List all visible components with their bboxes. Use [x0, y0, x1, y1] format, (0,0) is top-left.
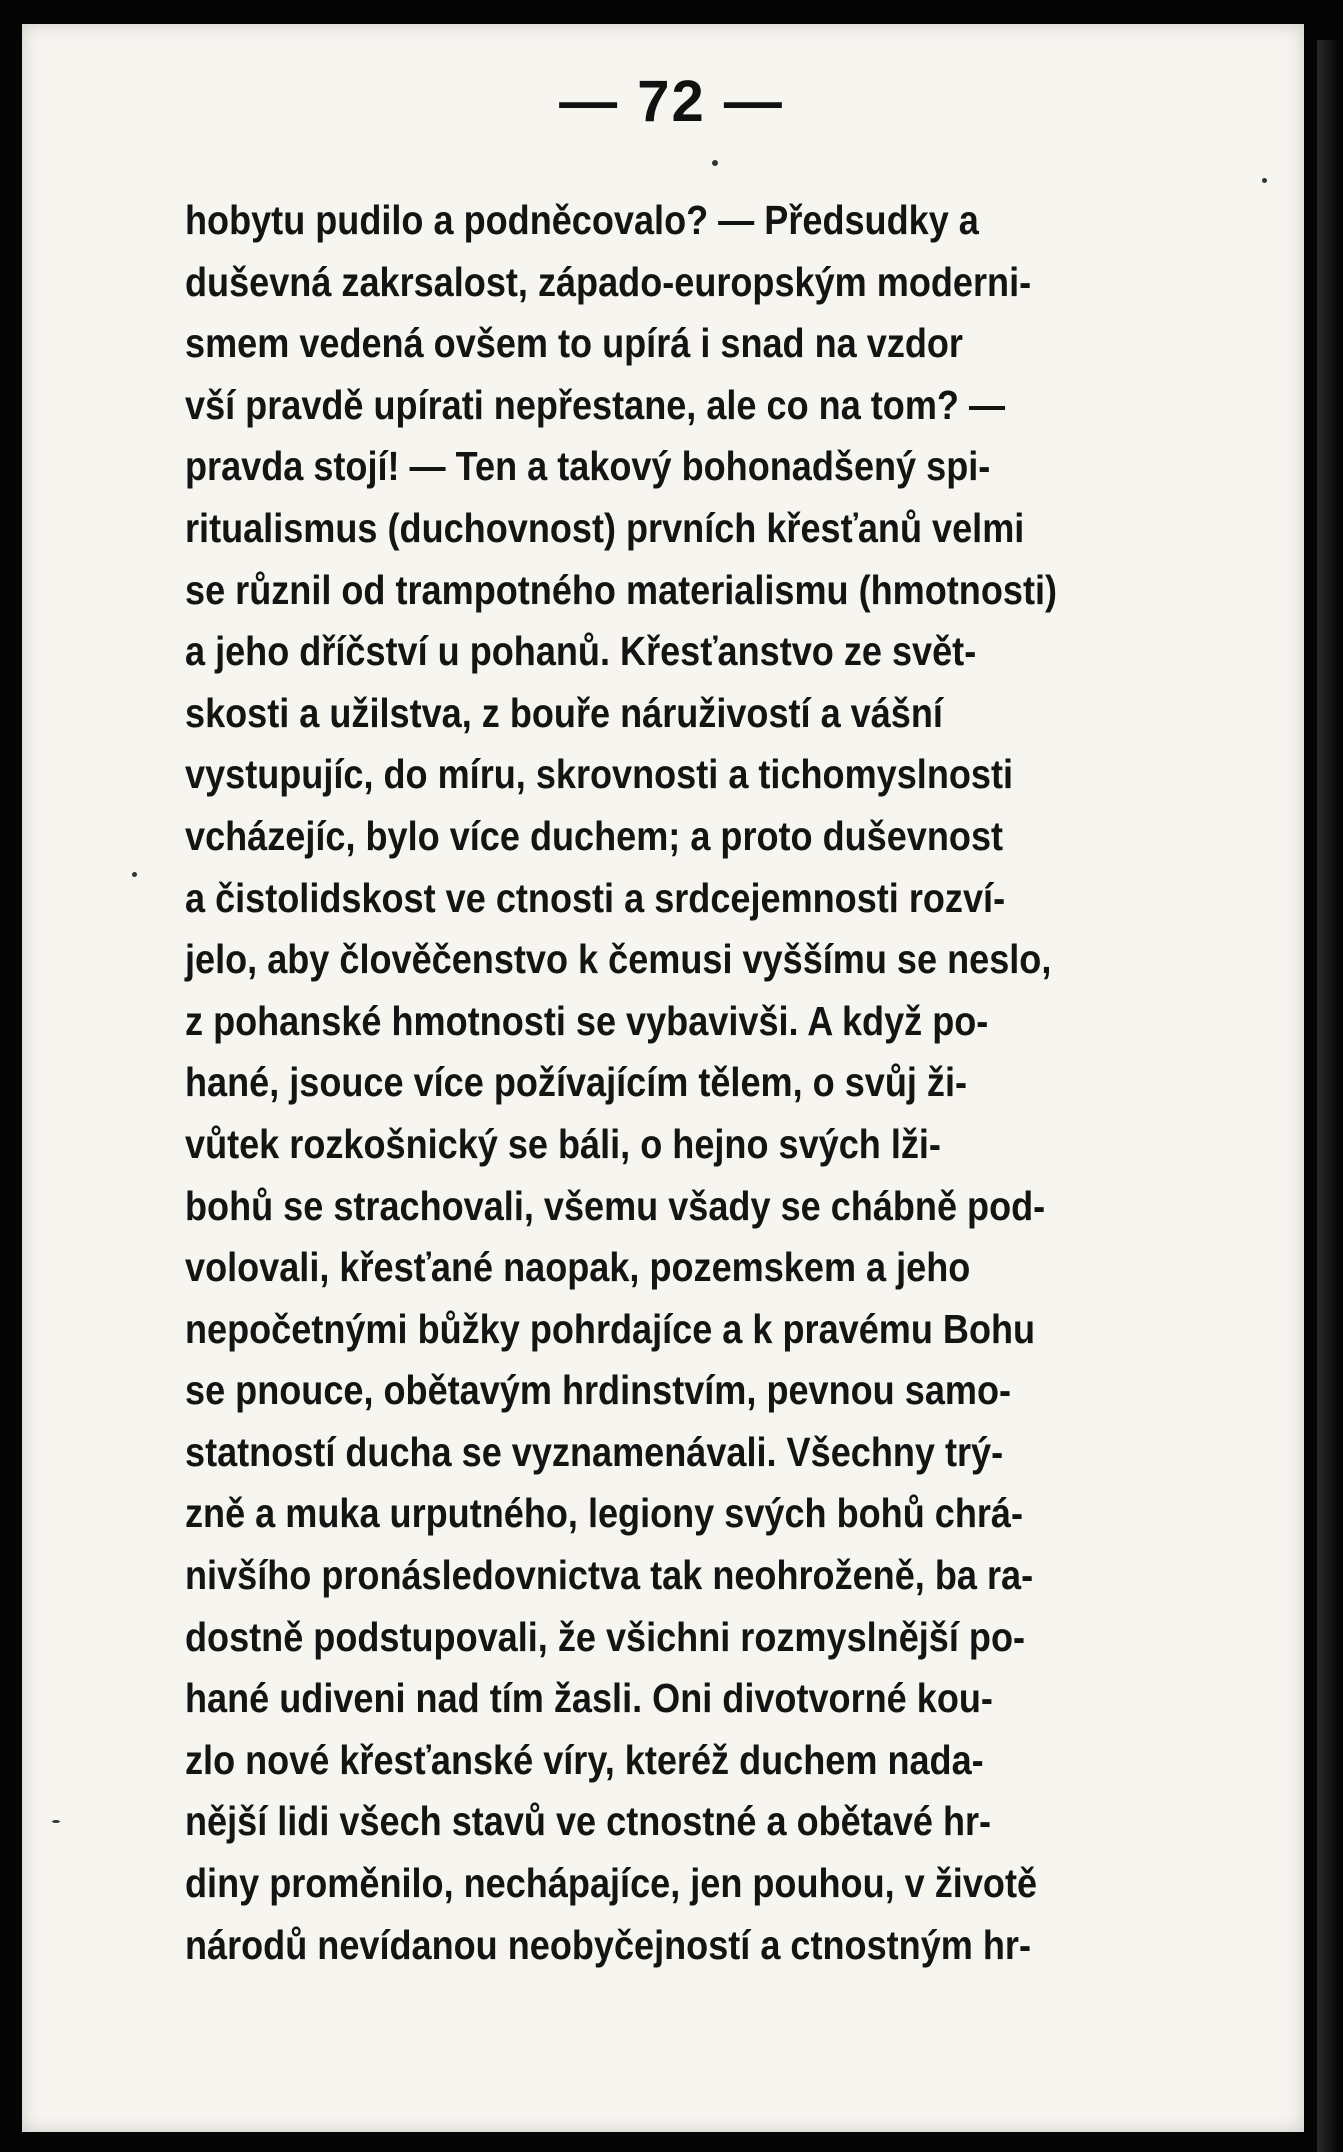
text-line: smem vedená ovšem to upírá i snad na vzdor: [185, 320, 963, 367]
text-line: se různil od trampotného materialismu (hmotnosti): [185, 566, 1058, 613]
text-line: nější lidi všech stavů ve ctnostné a obětavé hr-: [185, 1798, 992, 1845]
text-line: a jeho dříčství u pohanů. Křesťanstvo ze svět-: [185, 628, 977, 675]
text-line: dostně podstupovali, že všichni rozmyslnější po-: [185, 1613, 1026, 1660]
text-line: volovali, křesťané naopak, pozemskem a jeho: [185, 1244, 971, 1291]
text-line: diny proměnilo, nechápajíce, jen pouhou, v životě: [185, 1860, 1038, 1907]
page-number: — 72 —: [559, 69, 784, 134]
text-line: ritualismus (duchovnost) prvních křesťanů velmi: [185, 504, 1025, 551]
text-line: vůtek rozkošnický se báli, o hejno svých lži-: [185, 1120, 941, 1167]
print-speck: [1262, 178, 1267, 183]
text-line: zlo nové křesťanské víry, kteréž duchem nada-: [185, 1736, 984, 1783]
text-line: zně a muka urputného, legiony svých bohů chrá-: [185, 1490, 1024, 1537]
text-line: bohů se strachovali, všemu všady se chábně pod-: [185, 1182, 1046, 1229]
body-text: [185, 190, 1230, 1976]
text-line: pravda stojí! — Ten a takový bohonadšený spi-: [185, 443, 991, 490]
text-line: vší pravdě upírati nepřestane, ale co na tom? —: [185, 381, 1006, 428]
text-line: a čistolidskost ve ctnosti a srdcejemnosti rozví-: [185, 874, 1006, 921]
text-line: skosti a užilstva, z bouře náruživostí a vášní: [185, 689, 943, 736]
text-line: národů nevídanou neobyčejností a ctnostným hr-: [185, 1921, 1031, 1968]
text-line: hané, jsouce více požívajícím tělem, o svůj ži-: [185, 1059, 968, 1106]
text-line: vystupujíc, do míru, skrovnosti a tichomyslnosti: [185, 751, 1014, 798]
text-line: nivšího pronásledovnictva tak neohroženě, ba ra-: [185, 1552, 1034, 1599]
text-line: duševná zakrsalost, západo-europským moderni-: [185, 258, 1032, 305]
text-line: hobytu pudilo a podněcovalo? — Předsudky a: [185, 197, 979, 243]
print-speck: [132, 872, 137, 877]
text-line: z pohanské hmotnosti se vybavivši. A když po-: [185, 997, 989, 1044]
print-speck: [52, 1820, 60, 1823]
page-edge-shadow: [1317, 40, 1343, 2152]
text-line: vcházejíc, bylo více duchem; a proto duševnost: [185, 812, 1004, 859]
text-line: statností ducha se vyznamenávali. Všechny trý-: [185, 1428, 1004, 1475]
text-line: hané udiveni nad tím žasli. Oni divotvorné kou-: [185, 1675, 993, 1722]
print-speck: [712, 160, 718, 166]
text-line: nepočetnými bůžky pohrdajíce a k pravému Bohu: [185, 1305, 1036, 1352]
text-line: jelo, aby člověčenstvo k čemusi vyššímu se neslo,: [185, 936, 1052, 983]
text-line: se pnouce, obětavým hrdinstvím, pevnou samo-: [185, 1367, 1012, 1414]
